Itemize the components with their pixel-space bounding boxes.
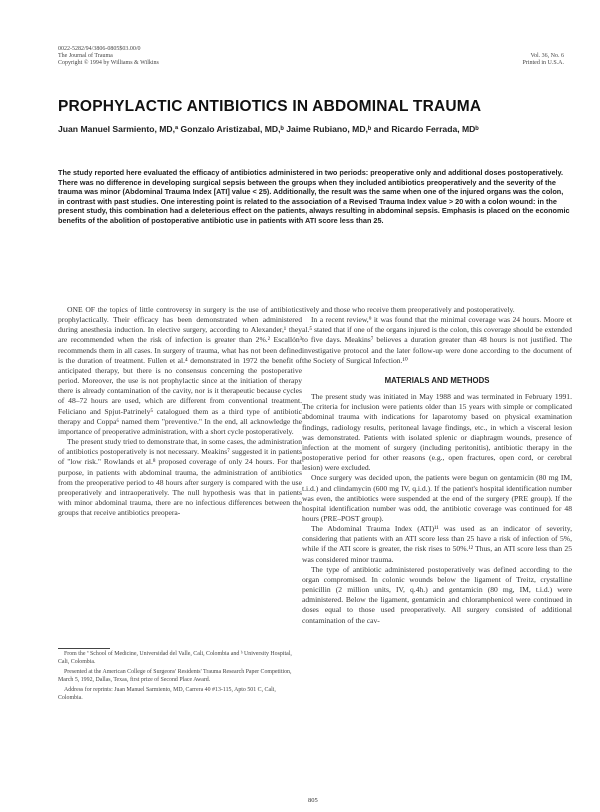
issn-line: 0022-5282/94/3806-0805$03.00/0 [58, 46, 141, 52]
article-title: PROPHYLACTIC ANTIBIOTICS IN ABDOMINAL TRAUMA [58, 98, 482, 115]
body-paragraph: Once surgery was decided upon, the patients were begun on gentamicin (80 mg IM, t.i.d.) and clindamycin (600 mg IV, q.i.d.). If the patient's hospital identification number was even, the antibiotics were suspended at the end of the surgery (PRE group). If the hospital identification number was odd, the antibiotic coverage was continued for 48 hours (PRE–POST group). [302, 473, 572, 523]
body-paragraph: tively and those who receive them preoperatively and postoperatively. [302, 305, 515, 314]
article-authors: Juan Manuel Sarmiento, MD,ª Gonzalo Aristizabal, MD,ᵇ Jaime Rubiano, MD,ᵇ and Ricardo Ferrada, MDᵇ [58, 124, 479, 134]
volume-line: Vol. 36, No. 6 [530, 53, 564, 59]
footnotes [58, 651, 296, 706]
journal-name: The Journal of Trauma [58, 53, 113, 60]
footnote-divider [58, 648, 110, 649]
left-column [58, 305, 302, 518]
body-paragraph: The type of antibiotic administered postoperatively was defined according to the organ compromised. In colonic wounds below the ligament of Treitz, crystalline penicillin (2 million units, IV, q.4h.) and gentamicin (80 mg, IM, t.i.d.) were administered. Below the ligament, gentamicin and chloramphenicol were continued in doses equal to those used preoperatively. All surgery consisted of additional contamination of the cav- [302, 564, 572, 625]
footnote: Presented at the American College of Surgeons' Residents' Trauma Research Paper Competition, March 5, 1992, Dallas, Texas, first prize of Second Place Award. [58, 669, 292, 683]
right-column [302, 305, 572, 626]
body-paragraph: ONE OF the topics of little controversy in surgery is the use of antibiotics prophylactically. Their efficacy has been demonstrated when administered during anesthesia induction. In elective surgery, according to Alexander,¹ they are recommended when the risk of infection is greater than 2%.² Escallón³ recommends them in all cases. In surgery of trauma, what has not been defined is the duration of treatment. Fullen et al.⁴ demonstrated in 1972 the benefit of anticipated therapy, but there is no consensus concerning the postoperative period. Moreover, the use is not prophylactic since at the initiation of therapy there is already contamination of the cavity, nor is it therapeutic because cycles of 48–72 hours are used, which are different from conventional treatment. Feliciano and Spjut-Patrinely⁵ catalogued them as a third type of antibiotic therapy and Coppa⁶ named them "preventive." In the end, all acknowledge the importance of preoperative administration, with a short cycle postoperatively. [58, 305, 302, 436]
footnote: Address for reprints: Juan Manuel Sarmiento, MD, Carrera 40 #13-115, Apto 501 C, Cali, Colombia. [58, 687, 276, 701]
body-paragraph: In a recent review,⁹ it was found that the minimal coverage was 24 hours. Moore et al.⁵ stated that if one of the organs injured is the colon, this coverage should be extended to five days. Meakins⁷ believes a duration greater than 48 hours is not justified. The investigative protocol and the later follow-up were done according to the document of the Society of Surgical Infection.¹⁰ [302, 315, 572, 365]
footnote: From the ª School of Medicine, Universidad del Valle, Cali, Colombia and ᵇ University Hospital, Cali, Colombia. [58, 651, 292, 665]
journal-header-left [58, 46, 159, 68]
copyright-line: Copyright © 1994 by Williams & Wilkins [58, 60, 159, 67]
body-paragraph: The Abdominal Trauma Index (ATI)¹¹ was used as an indicator of severity, considering that patients with an ATI score less than 25 have a risk of infection of 5%, while if the ATI score is greater, the risk rises to 50%.¹² Thus, an ATI score less than 25 was considered minor trauma. [302, 524, 572, 564]
journal-header-right [522, 53, 564, 67]
article-abstract: The study reported here evaluated the efficacy of antibiotics administered in two periods: preoperative only and additional doses postoperatively. There was no difference in developing surgical sepsis between the groups when they included antibiotics preoperatively and the severity of the trauma was minor (Abdominal Trauma Index [ATI] value < 25). Additionally, the result was the same when one of the injured organs was the colon, in contrast with past studies. One interesting point is related to the association of a Revised Trauma Index value > 20 with a colon wound: in the present study, this combination had a deleterious effect on the patients, always resulting in abdominal sepsis. Emphasis is placed on the economic benefits of the abolition of postoperative antibiotic use in patients with ATI score less than 25. [58, 168, 570, 225]
body-paragraph: The present study tried to demonstrate that, in some cases, the administration of antibiotics postoperatively is not necessary. Meakins⁷ suggested it in patients of "low risk." Rowlands et al.⁸ proposed coverage of only 24 hours. For that purpose, in patients with abdominal trauma, the administration of antibiotics from the preoperative period to 48 hours after surgery is compared with the use preoperatively and intraoperatively. The null hypothesis was that in patients with minor abdominal trauma, there are no infectious differences between the groups that receive antibiotics preopera- [58, 437, 302, 518]
page-number: 805 [308, 797, 318, 804]
printed-line: Printed in U.S.A. [522, 60, 564, 67]
body-paragraph: The present study was initiated in May 1988 and was terminated in February 1991. The criteria for inclusion were patients older than 15 years with simple or complicated abdominal trauma with indications for laparotomy based on physical examination findings, radiology results, peritoneal lavage findings, etc., in which a visceral lesion was demonstrated. Patients with isolated splenic or diaphragm wounds, presence of infection at the moment of surgery (including peritonitis), antibiotic therapy in the postoperative period for other reasons (e.g., open fractures, open cord, or cerebral lesion) were excluded. [302, 392, 572, 473]
section-heading: MATERIALS AND METHODS [384, 375, 490, 385]
